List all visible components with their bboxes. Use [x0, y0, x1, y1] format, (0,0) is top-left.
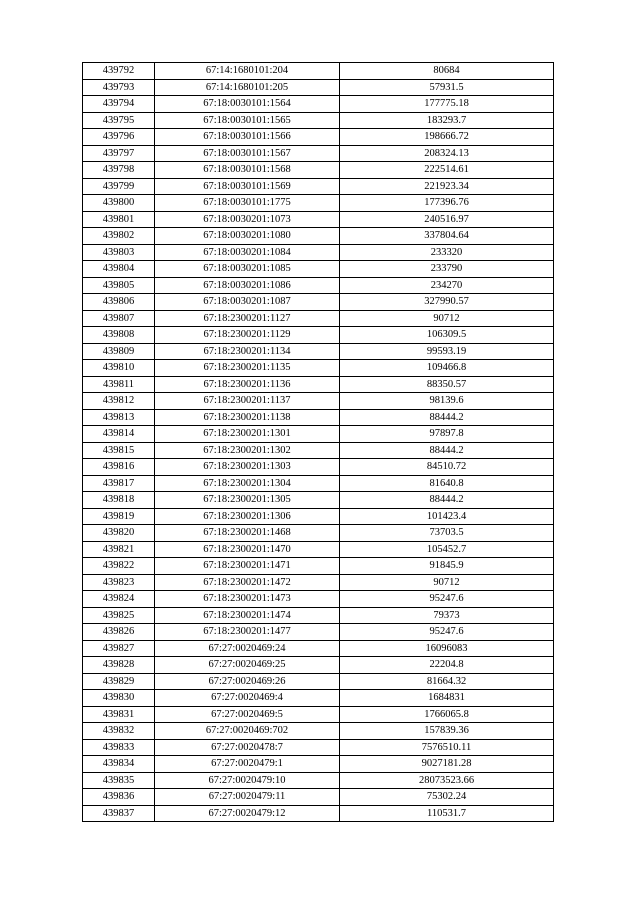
- cadastral-number-cell: 67:18:2300201:1306: [155, 508, 340, 525]
- cadastral-number-cell: 67:18:0030101:1569: [155, 178, 340, 195]
- row-number-cell: 439819: [83, 508, 155, 525]
- value-cell: 234270: [340, 277, 554, 294]
- row-number-cell: 439827: [83, 640, 155, 657]
- table-row: [83, 442, 554, 459]
- cadastral-number-cell: 67:18:2300201:1471: [155, 558, 340, 575]
- value-cell: 99593.19: [340, 343, 554, 360]
- cadastral-number-cell: 67:18:0030101:1565: [155, 112, 340, 129]
- table-row: [83, 244, 554, 261]
- cadastral-number-cell: 67:18:2300201:1301: [155, 426, 340, 443]
- table-row: [83, 657, 554, 674]
- cadastral-number-cell: 67:18:2300201:1134: [155, 343, 340, 360]
- cadastral-number-cell: 67:18:0030201:1086: [155, 277, 340, 294]
- cadastral-number-cell: 67:18:2300201:1302: [155, 442, 340, 459]
- row-number-cell: 439806: [83, 294, 155, 311]
- value-cell: 222514.61: [340, 162, 554, 179]
- table-row: [83, 178, 554, 195]
- row-number-cell: 439792: [83, 63, 155, 80]
- table-row: [83, 624, 554, 641]
- cadastral-number-cell: 67:18:0030101:1564: [155, 96, 340, 113]
- row-number-cell: 439836: [83, 789, 155, 806]
- value-cell: 57931.5: [340, 79, 554, 96]
- row-number-cell: 439821: [83, 541, 155, 558]
- table-row: [83, 343, 554, 360]
- table-row: [83, 772, 554, 789]
- value-cell: 1766065.8: [340, 706, 554, 723]
- table-row: [83, 409, 554, 426]
- cadastral-number-cell: 67:18:0030101:1567: [155, 145, 340, 162]
- cadastral-number-cell: 67:18:2300201:1477: [155, 624, 340, 641]
- table-row: [83, 360, 554, 377]
- cadastral-number-cell: 67:18:2300201:1138: [155, 409, 340, 426]
- cadastral-number-cell: 67:18:2300201:1472: [155, 574, 340, 591]
- row-number-cell: 439796: [83, 129, 155, 146]
- value-cell: 88444.2: [340, 409, 554, 426]
- cadastral-number-cell: 67:14:1680101:205: [155, 79, 340, 96]
- row-number-cell: 439794: [83, 96, 155, 113]
- row-number-cell: 439812: [83, 393, 155, 410]
- value-cell: 73703.5: [340, 525, 554, 542]
- row-number-cell: 439831: [83, 706, 155, 723]
- table-row: [83, 541, 554, 558]
- value-cell: 177775.18: [340, 96, 554, 113]
- row-number-cell: 439799: [83, 178, 155, 195]
- row-number-cell: 439808: [83, 327, 155, 344]
- data-table: [82, 62, 554, 822]
- row-number-cell: 439823: [83, 574, 155, 591]
- value-cell: 337804.64: [340, 228, 554, 245]
- cadastral-number-cell: 67:27:0020469:5: [155, 706, 340, 723]
- row-number-cell: 439802: [83, 228, 155, 245]
- value-cell: 101423.4: [340, 508, 554, 525]
- row-number-cell: 439801: [83, 211, 155, 228]
- row-number-cell: 439800: [83, 195, 155, 212]
- value-cell: 90712: [340, 310, 554, 327]
- row-number-cell: 439795: [83, 112, 155, 129]
- cadastral-number-cell: 67:27:0020479:10: [155, 772, 340, 789]
- value-cell: 221923.34: [340, 178, 554, 195]
- row-number-cell: 439817: [83, 475, 155, 492]
- value-cell: 208324.13: [340, 145, 554, 162]
- cadastral-number-cell: 67:18:0030201:1085: [155, 261, 340, 278]
- row-number-cell: 439793: [83, 79, 155, 96]
- value-cell: 81664.32: [340, 673, 554, 690]
- table-row: [83, 558, 554, 575]
- row-number-cell: 439813: [83, 409, 155, 426]
- value-cell: 240516.97: [340, 211, 554, 228]
- cadastral-number-cell: 67:27:0020478:7: [155, 739, 340, 756]
- table-row: [83, 756, 554, 773]
- row-number-cell: 439832: [83, 723, 155, 740]
- table-row: [83, 228, 554, 245]
- table-row: [83, 195, 554, 212]
- table-row: [83, 805, 554, 822]
- table-row: [83, 327, 554, 344]
- value-cell: 95247.6: [340, 591, 554, 608]
- value-cell: 97897.8: [340, 426, 554, 443]
- row-number-cell: 439810: [83, 360, 155, 377]
- row-number-cell: 439837: [83, 805, 155, 822]
- row-number-cell: 439807: [83, 310, 155, 327]
- cadastral-number-cell: 67:18:2300201:1129: [155, 327, 340, 344]
- row-number-cell: 439833: [83, 739, 155, 756]
- value-cell: 157839.36: [340, 723, 554, 740]
- cadastral-number-cell: 67:18:2300201:1137: [155, 393, 340, 410]
- table-row: [83, 393, 554, 410]
- value-cell: 22204.8: [340, 657, 554, 674]
- value-cell: 183293.7: [340, 112, 554, 129]
- table-row: [83, 63, 554, 80]
- cadastral-number-cell: 67:27:0020469:25: [155, 657, 340, 674]
- row-number-cell: 439822: [83, 558, 155, 575]
- row-number-cell: 439816: [83, 459, 155, 476]
- table-row: [83, 640, 554, 657]
- value-cell: 327990.57: [340, 294, 554, 311]
- row-number-cell: 439818: [83, 492, 155, 509]
- cadastral-number-cell: 67:18:0030201:1073: [155, 211, 340, 228]
- value-cell: 105452.7: [340, 541, 554, 558]
- cadastral-number-cell: 67:27:0020479:1: [155, 756, 340, 773]
- cadastral-number-cell: 67:18:0030101:1566: [155, 129, 340, 146]
- table-row: [83, 162, 554, 179]
- cadastral-number-cell: 67:27:0020479:12: [155, 805, 340, 822]
- value-cell: 81640.8: [340, 475, 554, 492]
- row-number-cell: 439834: [83, 756, 155, 773]
- row-number-cell: 439798: [83, 162, 155, 179]
- value-cell: 84510.72: [340, 459, 554, 476]
- row-number-cell: 439804: [83, 261, 155, 278]
- table-row: [83, 607, 554, 624]
- row-number-cell: 439809: [83, 343, 155, 360]
- row-number-cell: 439814: [83, 426, 155, 443]
- row-number-cell: 439826: [83, 624, 155, 641]
- table-row: [83, 492, 554, 509]
- cadastral-number-cell: 67:18:0030201:1087: [155, 294, 340, 311]
- value-cell: 88444.2: [340, 492, 554, 509]
- cadastral-number-cell: 67:18:2300201:1303: [155, 459, 340, 476]
- table-row: [83, 376, 554, 393]
- cadastral-number-cell: 67:27:0020469:702: [155, 723, 340, 740]
- value-cell: 233320: [340, 244, 554, 261]
- table-row: [83, 211, 554, 228]
- cadastral-number-cell: 67:18:2300201:1136: [155, 376, 340, 393]
- row-number-cell: 439811: [83, 376, 155, 393]
- value-cell: 198666.72: [340, 129, 554, 146]
- table-row: [83, 96, 554, 113]
- table-row: [83, 310, 554, 327]
- cadastral-number-cell: 67:18:2300201:1473: [155, 591, 340, 608]
- table-row: [83, 525, 554, 542]
- table-row: [83, 459, 554, 476]
- table-body: [83, 63, 554, 822]
- row-number-cell: 439805: [83, 277, 155, 294]
- row-number-cell: 439803: [83, 244, 155, 261]
- value-cell: 233790: [340, 261, 554, 278]
- row-number-cell: 439835: [83, 772, 155, 789]
- cadastral-number-cell: 67:18:2300201:1127: [155, 310, 340, 327]
- value-cell: 75302.24: [340, 789, 554, 806]
- table-row: [83, 426, 554, 443]
- cadastral-number-cell: 67:27:0020469:26: [155, 673, 340, 690]
- table-row: [83, 475, 554, 492]
- table-row: [83, 789, 554, 806]
- value-cell: 95247.6: [340, 624, 554, 641]
- value-cell: 91845.9: [340, 558, 554, 575]
- value-cell: 7576510.11: [340, 739, 554, 756]
- table-row: [83, 591, 554, 608]
- cadastral-number-cell: 67:18:0030101:1775: [155, 195, 340, 212]
- row-number-cell: 439797: [83, 145, 155, 162]
- table-row: [83, 673, 554, 690]
- cadastral-number-cell: 67:18:2300201:1135: [155, 360, 340, 377]
- cadastral-number-cell: 67:27:0020479:11: [155, 789, 340, 806]
- value-cell: 88444.2: [340, 442, 554, 459]
- table-row: [83, 277, 554, 294]
- row-number-cell: 439820: [83, 525, 155, 542]
- table-row: [83, 706, 554, 723]
- value-cell: 109466.8: [340, 360, 554, 377]
- table-row: [83, 112, 554, 129]
- cadastral-number-cell: 67:18:2300201:1305: [155, 492, 340, 509]
- value-cell: 106309.5: [340, 327, 554, 344]
- table-row: [83, 145, 554, 162]
- value-cell: 88350.57: [340, 376, 554, 393]
- value-cell: 177396.76: [340, 195, 554, 212]
- row-number-cell: 439830: [83, 690, 155, 707]
- value-cell: 90712: [340, 574, 554, 591]
- table-row: [83, 129, 554, 146]
- row-number-cell: 439829: [83, 673, 155, 690]
- cadastral-number-cell: 67:18:2300201:1468: [155, 525, 340, 542]
- row-number-cell: 439825: [83, 607, 155, 624]
- table-row: [83, 690, 554, 707]
- value-cell: 28073523.66: [340, 772, 554, 789]
- cadastral-number-cell: 67:18:2300201:1474: [155, 607, 340, 624]
- cadastral-number-cell: 67:27:0020469:24: [155, 640, 340, 657]
- value-cell: 16096083: [340, 640, 554, 657]
- cadastral-number-cell: 67:18:2300201:1470: [155, 541, 340, 558]
- cadastral-number-cell: 67:18:2300201:1304: [155, 475, 340, 492]
- cadastral-number-cell: 67:18:0030201:1080: [155, 228, 340, 245]
- table-row: [83, 574, 554, 591]
- value-cell: 9027181.28: [340, 756, 554, 773]
- table-row: [83, 723, 554, 740]
- cadastral-number-cell: 67:14:1680101:204: [155, 63, 340, 80]
- cadastral-number-cell: 67:18:0030101:1568: [155, 162, 340, 179]
- table-row: [83, 79, 554, 96]
- table-row: [83, 508, 554, 525]
- value-cell: 1684831: [340, 690, 554, 707]
- row-number-cell: 439828: [83, 657, 155, 674]
- value-cell: 79373: [340, 607, 554, 624]
- value-cell: 110531.7: [340, 805, 554, 822]
- row-number-cell: 439815: [83, 442, 155, 459]
- table-row: [83, 294, 554, 311]
- value-cell: 98139.6: [340, 393, 554, 410]
- table-row: [83, 261, 554, 278]
- table-row: [83, 739, 554, 756]
- value-cell: 80684: [340, 63, 554, 80]
- cadastral-number-cell: 67:27:0020469:4: [155, 690, 340, 707]
- row-number-cell: 439824: [83, 591, 155, 608]
- cadastral-number-cell: 67:18:0030201:1084: [155, 244, 340, 261]
